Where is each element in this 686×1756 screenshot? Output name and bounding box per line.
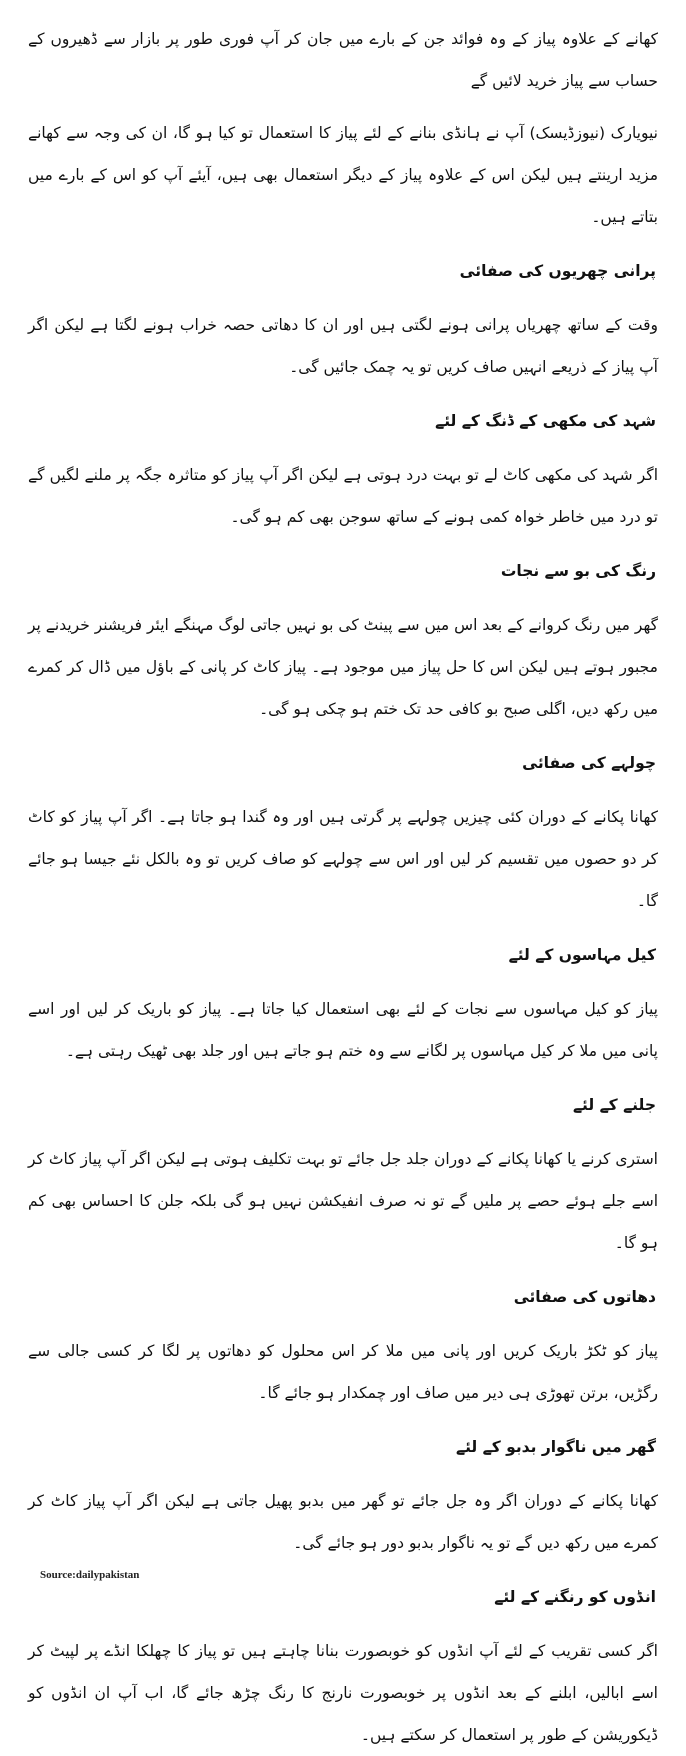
section-heading-knife-cleaning: پرانی چھریوں کی صفائی	[459, 262, 656, 280]
article-intro: کھانے کے علاوہ پیاز کے وہ فوائد جن کے بارے میں جان کر آپ فوری طور پر بازار سے ڈھیروں کے حساب سے پیاز خرید لائیں گے	[28, 30, 658, 90]
section-heading-home-odor: گھر میں ناگوار بدبو کے لئے	[456, 1438, 656, 1456]
section-heading-egg-dyeing: انڈوں کو رنگنے کے لئے	[494, 1588, 656, 1606]
section-body-metal-cleaning: پیاز کو ٹکڑ باریک کریں اور پانی میں ملا کر اس محلول کو دھاتوں پر لگا کر کسی جالی سے رگڑیں، برتن تھوڑی ہی دیر میں صاف اور چمکدار ہو جائے گا۔	[28, 1342, 658, 1402]
section-body-burns: استری کرنے یا کھانا پکانے کے دوران جلد جل جائے تو بہت تکلیف ہوتی ہے لیکن اگر آپ پیاز کاٹ کر اسے جلے ہوئے حصے پر ملیں گے تو نہ صرف انفیکشن نہیں ہو گی بلکہ جلن کا احساس بھی کم ہو گا۔	[28, 1150, 658, 1252]
source-credit: Source:dailypakistan	[40, 1569, 140, 1581]
section-heading-stove-cleaning: چولہے کی صفائی	[522, 754, 656, 772]
section-body-home-odor: کھانا پکانے کے دوران اگر وہ جل جائے تو گھر میں بدبو پھیل جاتی ہے لیکن اگر آپ پیاز کاٹ کر کمرے میں رکھ دیں گے تو یہ ناگوار بدبو دور ہو جائے گی۔	[28, 1492, 658, 1552]
section-body-bee-sting: اگر شہد کی مکھی کاٹ لے تو بہت درد ہوتی ہے لیکن اگر آپ پیاز کو متاثرہ جگہ پر ملنے لگیں گے تو درد میں خاطر خواہ کمی ہونے کے ساتھ سوجن بھی کم ہو گی۔	[28, 466, 658, 526]
section-body-paint-smell: گھر میں رنگ کروانے کے بعد اس میں سے پینٹ کی بو نہیں جاتی لوگ مہنگے ایئر فریشنر خریدنے پر مجبور ہوتے ہیں لیکن اس کا حل پیاز میں موجود ہے۔ پیاز کاٹ کر پانی کے باﺅل میں ڈال کر کمرے میں رکھ دیں، اگلی صبح بو کافی حد تک ختم ہو چکی ہو گی۔	[28, 616, 658, 718]
section-body-stove-cleaning: کھانا پکانے کے دوران کئی چیزیں چولہے پر گرتی ہیں اور وہ گندا ہو جاتا ہے۔ اگر آپ پیاز کو کاٹ کر دو حصوں میں تقسیم کر لیں اور اس سے چولہے کو صاف کریں تو وہ بالکل نئے جیسا ہو جائے گا۔	[28, 808, 658, 910]
section-heading-metal-cleaning: دھاتوں کی صفائی	[513, 1288, 656, 1306]
section-heading-burns: جلنے کے لئے	[572, 1096, 656, 1114]
section-heading-paint-smell: رنگ کی بو سے نجات	[500, 562, 656, 580]
section-heading-bee-sting: شہد کی مکھی کے ڈنگ کے لئے	[435, 412, 656, 430]
article-lead: نیویارک (نیوزڈیسک) آپ نے ہانڈی بنانے کے لئے پیاز کا استعمال تو کیا ہو گا، ان کی وجہ سے کھانے مزید ارینتے ہیں لیکن اس کے علاوہ پیاز کے دیگر استعمال بھی ہیں، آیئے آپ کو اس کے بارے میں بتاتے ہیں۔	[28, 124, 658, 226]
section-body-acne: پیاز کو کیل مہاسوں سے نجات کے لئے بھی استعمال کیا جاتا ہے۔ پیاز کو باریک کر لیں اور اسے پانی میں ملا کر کیل مہاسوں پر لگانے سے وہ ختم ہو جاتے ہیں اور جلد بھی ٹھیک رہتی ہے۔	[28, 1000, 658, 1060]
section-body-egg-dyeing: اگر کسی تقریب کے لئے آپ انڈوں کو خوبصورت بنانا چاہتے ہیں تو پیاز کا چھلکا انڈے پر لپیٹ کر اسے ابالیں، ابلنے کے بعد انڈوں پر خوبصورت نارنج کا رنگ چڑھ جائے گا، اب آپ ان انڈوں کو ڈیکوریشن کے طور پر استعمال کر سکتے ہیں۔	[28, 1642, 658, 1744]
section-body-knife-cleaning: وقت کے ساتھ چھریاں پرانی ہونے لگتی ہیں اور ان کا دھاتی حصہ خراب ہونے لگتا ہے لیکن اگر آپ پیاز کے ذریعے انہیں صاف کریں تو یہ چمک جائیں گی۔	[28, 316, 658, 376]
section-heading-acne: کیل مہاسوں کے لئے	[508, 946, 656, 964]
